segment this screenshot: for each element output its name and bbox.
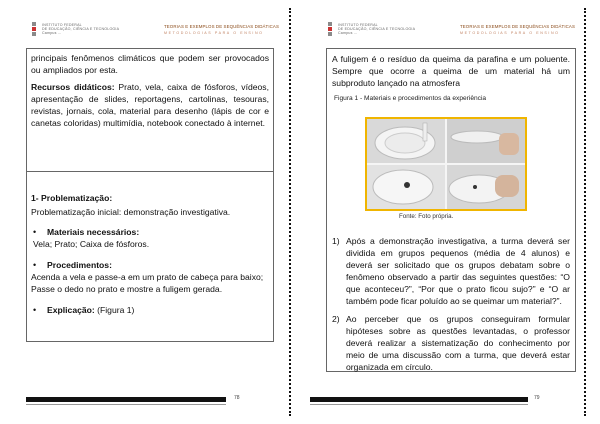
list-item-text: Após a demonstração investigativa, a turma deverá ser dividida em grupos pequenos (média de 4 alunos) e deverá ser solicitado que os grupos debatam sobre o fenômeno observado a partir das seguintes questões: “O que aconteceu?”, “Por que o prato ficou sujo?” e “O ar também pode ficar poluído ao se queimar um material?”.	[346, 236, 570, 306]
bullet-icon: •	[33, 227, 37, 237]
procedures-bullet	[31, 259, 269, 271]
institution-logo-icon	[32, 22, 38, 36]
figure-photo-grid	[365, 117, 527, 211]
page-header	[0, 22, 278, 42]
resources-text: Prato, vela, caixa de fósforos, vídeos, apresentação de slides, reportagens, cartolinas, tesouras, revistas, jornais, cola, material para desenho (lápis de cor e canetas coloridas) multimídia, notebook conectado à internet.	[31, 82, 269, 128]
procedures-line1: Acenda a vela e passe-a em um prato de cabeça para baixo;	[31, 272, 264, 282]
header-title: TEORIAS E EXEMPLOS DE SEQUÊNCIAS DIDÁTICAS	[460, 24, 575, 29]
experiment-photos-image	[367, 119, 525, 209]
list-item	[332, 235, 570, 307]
footer-line	[310, 404, 528, 405]
explanation-label: Explicação:	[47, 305, 95, 315]
header-title: TEORIAS E EXEMPLOS DE SEQUÊNCIAS DIDÁTICAS	[164, 24, 279, 29]
institution-logo-icon	[328, 22, 334, 36]
section-intro: Problematização inicial: demonstração investigativa.	[31, 207, 231, 217]
page-right	[300, 0, 580, 424]
resources-paragraph	[31, 81, 269, 129]
figure-source: Fonte: Foto própria.	[399, 213, 454, 220]
list-item	[332, 313, 570, 373]
materials-text: Vela; Prato; Caixa de fósforos.	[33, 239, 150, 249]
intro-text: A fuligem é o resíduo da queima da parafina e um poluente. Sempre que ocorre a queima de um material há um subproduto lançado na atmosfera	[332, 54, 570, 88]
section-title: 1- Problematização:	[31, 193, 113, 203]
explanation-bullet	[31, 304, 269, 316]
problematization-box	[26, 172, 274, 342]
page-edge-dotted-right	[584, 8, 586, 416]
bullet-icon: •	[33, 305, 37, 315]
intro-text: principais fenômenos climáticos que podem ser provocados ou ampliados por esta.	[31, 53, 269, 75]
materials-label: Materiais necessários:	[47, 227, 140, 237]
footer-line	[26, 404, 226, 405]
page-gutter-dotted	[289, 8, 291, 416]
header-subtitle: METODOLOGIAS PARA O ENSINO	[164, 31, 264, 35]
resources-label: Recursos didáticos:	[31, 82, 115, 92]
materials-bullet	[31, 226, 269, 238]
resources-box	[26, 48, 274, 172]
footer-bar	[310, 397, 528, 402]
header-title-block	[164, 24, 279, 35]
procedures-label: Procedimentos:	[47, 260, 112, 270]
explanation-text: (Figura 1)	[94, 305, 135, 315]
header-title-block	[460, 24, 575, 35]
institution-name: INSTITUTO FEDERAL DE EDUCAÇÃO, CIÊNCIA E TECNOLOGIA Campus ...	[338, 23, 416, 36]
content-box	[326, 48, 576, 372]
page-left	[0, 0, 278, 424]
list-item-number: 1)	[332, 236, 340, 246]
numbered-list	[332, 235, 570, 373]
figure-caption: Figura 1 - Materiais e procedimentos da experiência	[334, 95, 487, 102]
bullet-icon: •	[33, 260, 37, 270]
list-item-text: Ao perceber que os grupos conseguiram formular hipóteses sobre as questões levantadas, o professor deverá realizar a sistematização do conhecimento por meio de uma discussão com a turma, que deverá estar organizada em círculo.	[346, 314, 570, 372]
header-subtitle: METODOLOGIAS PARA O ENSINO	[460, 31, 560, 35]
page-number: 79	[534, 395, 540, 401]
page-header	[300, 22, 580, 42]
procedures-line2: Passe o dedo no prato e mostre a fuligem gerada.	[31, 284, 223, 294]
institution-name: INSTITUTO FEDERAL DE EDUCAÇÃO, CIÊNCIA E TECNOLOGIA Campus ...	[42, 23, 120, 36]
page-number: 78	[234, 395, 240, 401]
footer-bar	[26, 397, 226, 402]
list-item-number: 2)	[332, 314, 340, 324]
